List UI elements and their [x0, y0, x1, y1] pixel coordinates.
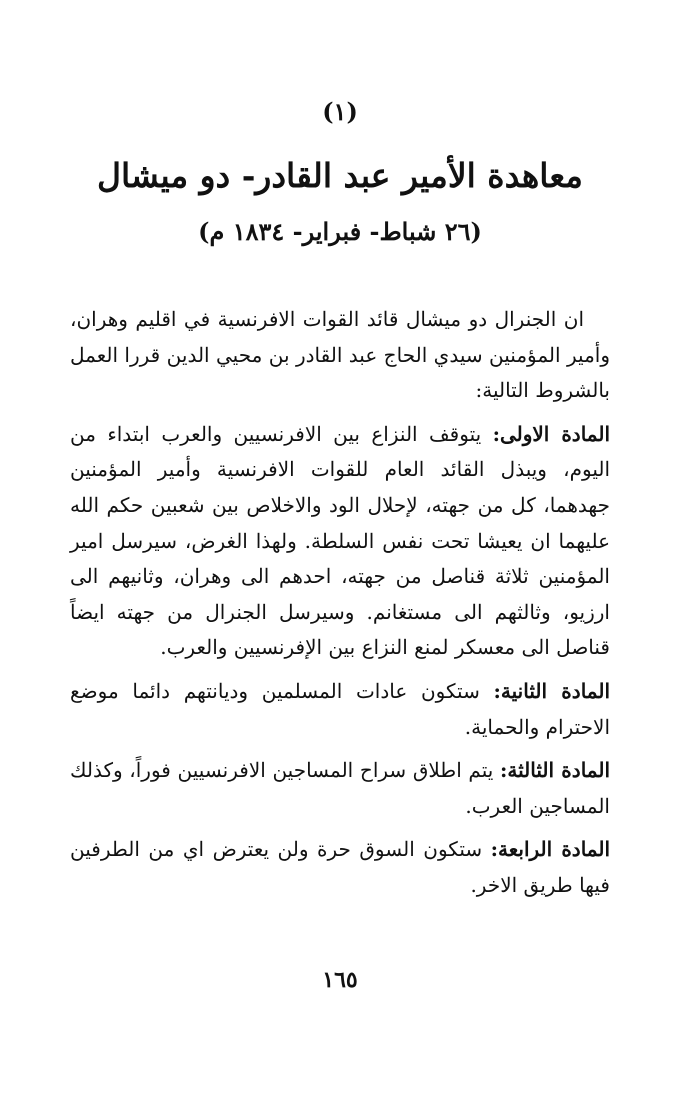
article-2 — [70, 674, 610, 745]
page-number: ١٦٥ — [322, 967, 358, 993]
treaty-title: معاهدة الأمير عبد القادر- دو ميشال — [97, 156, 583, 195]
article-3 — [70, 753, 610, 824]
article-1 — [70, 417, 610, 666]
article-4-label: المادة الرابعة: — [490, 837, 611, 862]
article-2-label: المادة الثانية: — [493, 678, 611, 703]
article-4-text: ستكون السوق حرة ولن يعترض اي من الطرفين فيها طريق الاخر. — [70, 837, 610, 897]
article-3-label: المادة الثالثة: — [500, 758, 610, 783]
document-number: (١) — [322, 97, 358, 126]
treaty-body — [70, 302, 610, 904]
article-1-text: يتوقف النزاع بين الافرنسيين والعرب ابتداء من اليوم، ويبذل القائد العام للقوات الافرنسية وأمير المؤمنين جهدهما، كل من جهته، لإحلال الود والاخلاص بين شعبين حكم الله عليهما ان يعيشا تحت نفس السلطة. ولهذا الغرض، سيرسل امير المؤمنين ثلاثة قناصل من جهته، احدهم الى وهران، وثانيهم الى ارزيو، وثالثهم الى مستغانم. وسيرسل الجنرال من جهته ايضاً قناصل الى معسكر لمنع النزاع بين الإفرنسيين والعرب. — [70, 421, 610, 660]
article-4 — [70, 832, 610, 903]
article-1-label: المادة الاولى: — [492, 421, 611, 446]
article-3-text: يتم اطلاق سراح المساجين الافرنسيين فوراً، وكذلك المساجين العرب. — [70, 758, 610, 818]
article-2-text: ستكون عادات المسلمين وديانتهم دائما موضع الاحترام والحماية. — [70, 678, 610, 739]
treaty-date: (٢٦ شباط- فبراير- ١٨٣٤ م) — [198, 217, 482, 246]
document-page — [70, 92, 610, 992]
intro-paragraph: ان الجنرال دو ميشال قائد القوات الافرنسية في اقليم وهران، وأمير المؤمنين سيدي الحاج عبد القادر بن محيي الدين قررا العمل بالشروط التالية: — [70, 307, 610, 403]
